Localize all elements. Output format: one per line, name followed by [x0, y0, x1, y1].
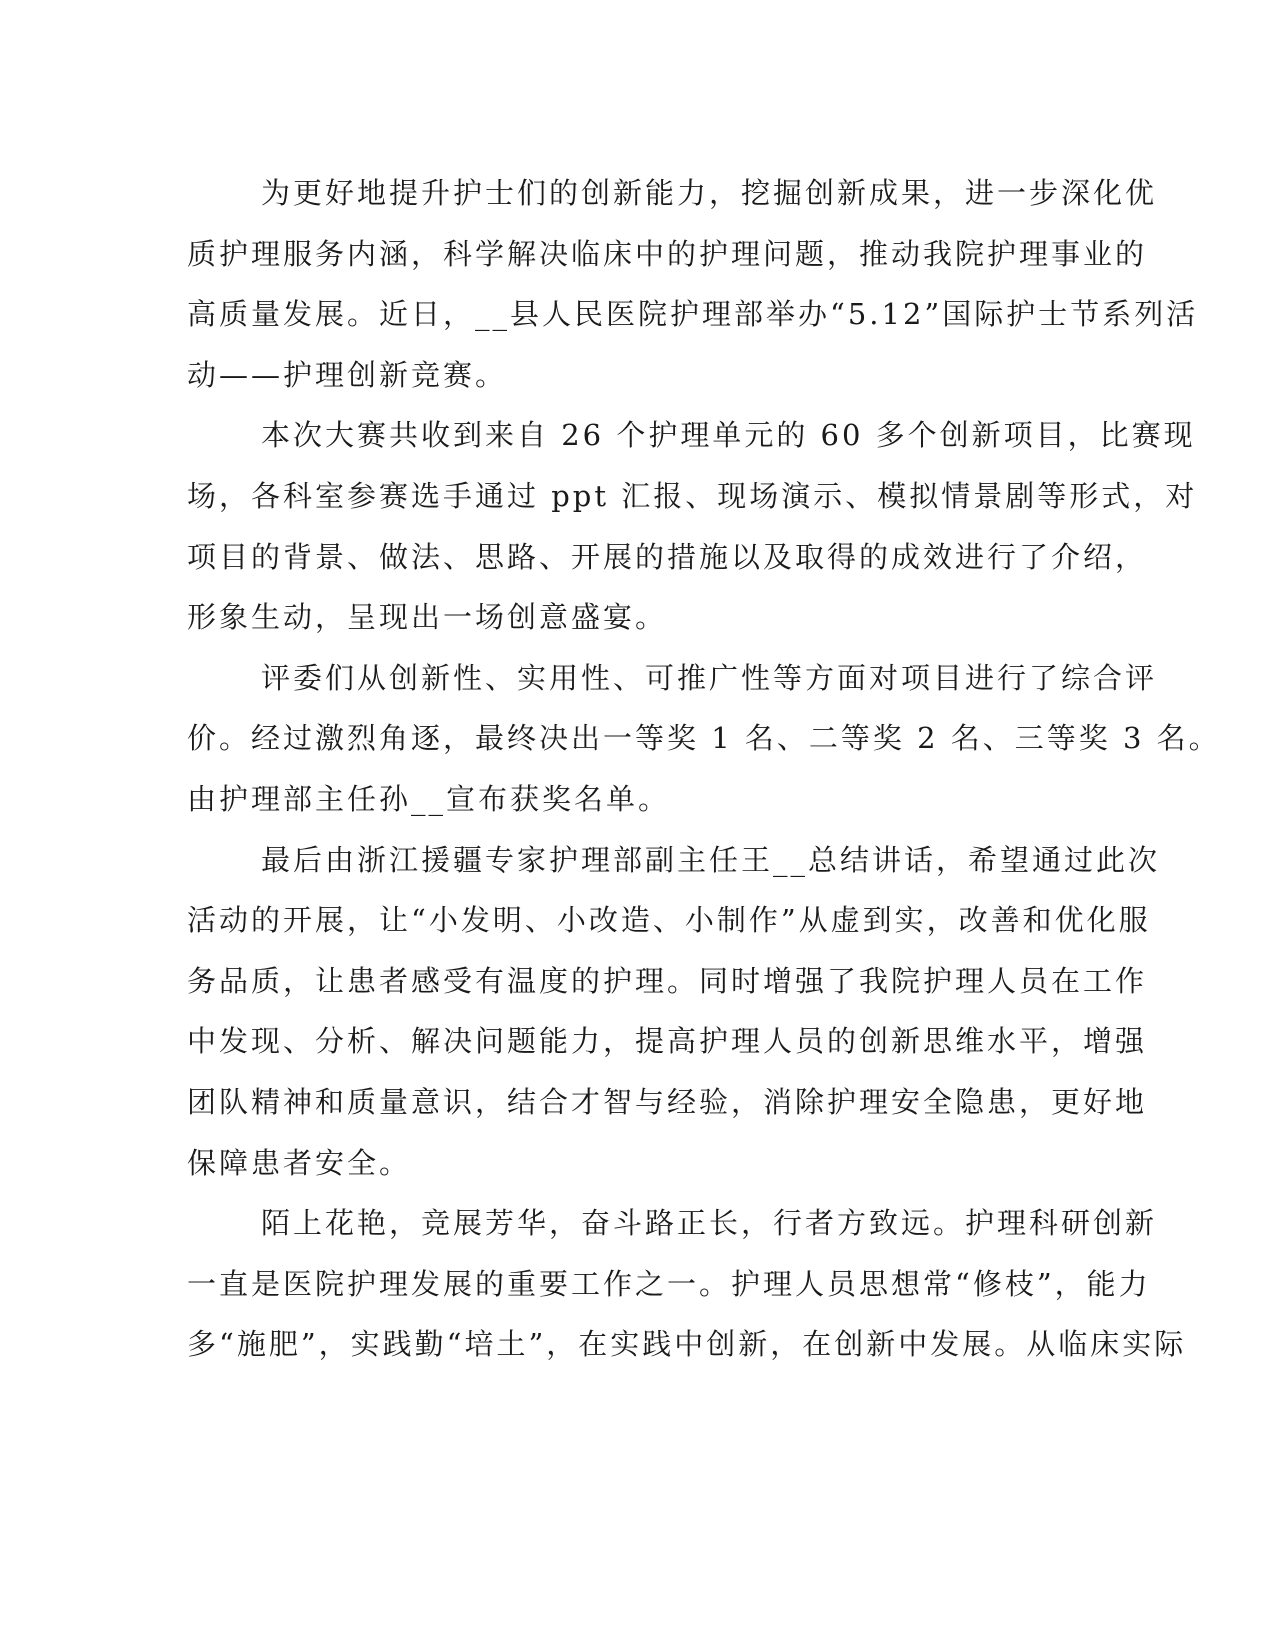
paragraph-line: 本次大赛共收到来自 26 个护理单元的 60 多个创新项目，比赛现: [261, 418, 1196, 453]
paragraph-1: [187, 163, 1199, 405]
paragraph-line: 由护理部主任孙__宣布获奖名单。: [187, 781, 671, 816]
paragraph-2: [187, 405, 1198, 647]
paragraph-line: 为更好地提升护士们的创新能力，挖掘创新成果，进一步深化优: [261, 176, 1158, 210]
paragraph-line: 场，各科室参赛选手通过 ppt 汇报、现场演示、模拟情景剧等形式，对: [187, 478, 1198, 513]
paragraph-line: 活动的开展，让“小发明、小改造、小制作”从虚到实，改善和优化服: [187, 903, 1151, 938]
paragraph-line: 价。经过激烈角逐，最终决出一等奖 1 名、二等奖 2 名、三等奖 3 名。: [187, 721, 1221, 756]
paragraph-line: 动——护理创新竞赛。: [187, 357, 508, 392]
paragraph-line: 高质量发展。近日，__县人民医院护理部举办“5.12”国际护士节系列活: [187, 297, 1199, 332]
paragraph-line: 多“施肥”，实践勤“培土”，在实践中创新，在创新中发展。从临床实际: [187, 1327, 1187, 1362]
paragraph-line: 项目的背景、做法、思路、开展的措施以及取得的成效进行了介绍，: [187, 539, 1148, 574]
paragraph-line: 形象生动，呈现出一场创意盛宴。: [187, 600, 668, 635]
paragraph-line: 质护理服务内涵，科学解决临床中的护理问题，推动我院护理事业的: [187, 236, 1148, 271]
paragraph-line: 最后由浙江援疆专家护理部副主任王__总结讲话，希望通过此次: [261, 842, 1161, 877]
paragraph-line: 中发现、分析、解决问题能力，提高护理人员的创新思维水平，增强: [187, 1024, 1148, 1059]
paragraph-line: 一直是医院护理发展的重要工作之一。护理人员思想常“修枝”，能力: [187, 1266, 1151, 1301]
paragraph-4: [187, 830, 1161, 1194]
paragraph-line: 陌上花艳，竞展芳华，奋斗路正长，行者方致远。护理科研创新: [261, 1206, 1158, 1241]
paragraph-line: 保障患者安全。: [187, 1145, 412, 1180]
paragraph-3: [187, 648, 1221, 830]
paragraph-line: 务品质，让患者感受有温度的护理。同时增强了我院护理人员在工作: [187, 963, 1148, 998]
paragraph-line: 评委们从创新性、实用性、可推广性等方面对项目进行了综合评: [261, 660, 1158, 695]
document-body: [187, 163, 1221, 1375]
paragraph-5: [187, 1193, 1187, 1375]
paragraph-line: 团队精神和质量意识，结合才智与经验，消除护理安全隐患，更好地: [187, 1084, 1148, 1119]
